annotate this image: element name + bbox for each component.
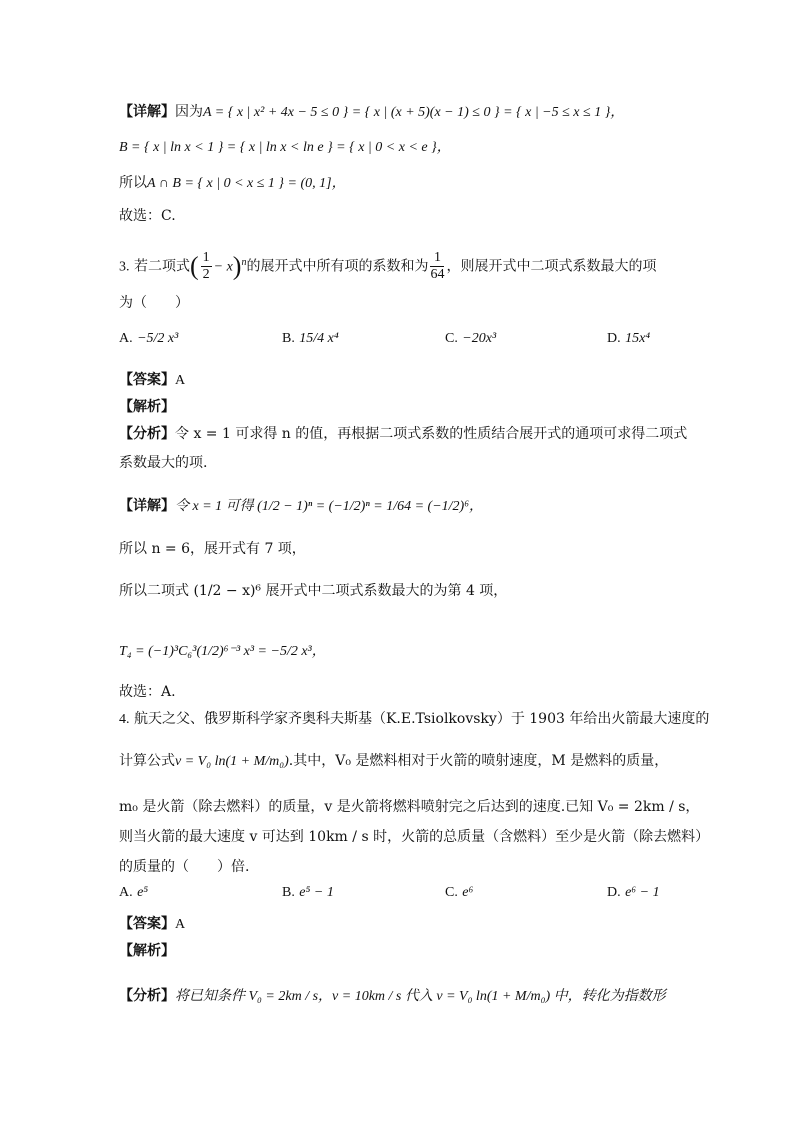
detail-tag: 【详解】 [119, 104, 175, 120]
q3-fenxi-line-2: 系数最大的项. [119, 455, 208, 471]
q3-answer: 【答案】A [119, 372, 186, 388]
q3-option-d[interactable]: D. 15x⁴ [607, 331, 651, 346]
q4-answer: 【答案】A [119, 916, 186, 932]
q4-stem-line-4: 则当火箭的最大速度 v 可达到 10km / s 时，火箭的总质量（含燃料）至少是火箭（除去燃料） [119, 829, 710, 845]
q4-option-d[interactable]: D. e⁶ − 1 [607, 885, 660, 900]
q3-option-a[interactable]: A. −5/2 x³ [119, 331, 179, 346]
q3-detail-line-1: 【详解】令 x = 1 可得 (1/2 − 1)ⁿ = (−1/2)ⁿ = 1/64 = (−1/2)⁶， [119, 498, 484, 514]
set-b-formula: B = { x | ln x < 1 } = { x | ln x < ln e } = { x | 0 < x < e }， [119, 140, 451, 155]
q3-stem-line-1: 3. 若二项式( $\frac{1}{2}$ − x)$^n$的展开式中所有项的系数和为 $\frac{1}{64}$ ，则展开式中二项式系数最大的项 [119, 250, 657, 283]
q4-fenxi-line-1: 【分析】将已知条件 V₀ = 2km / s，v = 10km / s 代入 v = V₀ ln(1 + M/m₀) 中，转化为指数形 [119, 988, 666, 1004]
q3-fenxi-line-1: 【分析】令 x = 1 可求得 n 的值，再根据二项式系数的性质结合展开式的通项可求得二项式 [119, 426, 688, 442]
set-a-formula: A = { x | x² + 4x − 5 ≤ 0 } = { x | (x + 5)(x − 1) ≤ 0 } = { x | −5 ≤ x ≤ 1 }， [203, 105, 625, 120]
choose-line: 故选：C. [119, 208, 176, 224]
q4-stem-line-5: 的质量的（ ）倍. [119, 859, 250, 875]
detail-line-1: 【详解】因为A = { x | x² + 4x − 5 ≤ 0 } = { x | (x + 5)(x − 1) ≤ 0 } = { x | −5 ≤ x ≤ 1 }， [119, 104, 625, 120]
detail-line-3: 所以A ∩ B = { x | 0 < x ≤ 1 } = (0, 1]， [119, 175, 346, 191]
q4-option-c[interactable]: C. e⁶ [445, 885, 474, 900]
q4-analysis-tag: 【解析】 [119, 943, 175, 959]
intersection-formula: A ∩ B = { x | 0 < x ≤ 1 } = (0, 1]， [147, 176, 346, 191]
q3-option-b[interactable]: B. 15/4 x⁴ [282, 331, 339, 346]
q4-number: 4. [119, 712, 130, 727]
q3-detail-line-3: 所以二项式 (1/2 − x)⁶ 展开式中二项式系数最大的为第 4 项， [119, 583, 508, 599]
q4-stem-line-2: 计算公式v = V₀ ln(1 + M/m₀).其中，V₀ 是燃料相对于火箭的喷射速度，M 是燃料的质量， [119, 753, 669, 769]
q4-stem-line-3: m₀ 是火箭（除去燃料）的质量，v 是火箭将燃料喷射完之后达到的速度.已知 V₀ = 2km / s， [119, 799, 700, 815]
detail-line-2 [119, 136, 714, 159]
q3-detail-line-4: T₄ = (−1)³C₆³(1/2)⁶⁻³ x³ = −5/2 x³， [119, 644, 326, 659]
rocket-formula: v = V₀ ln(1 + M/m₀) [175, 754, 289, 769]
q4-stem-line-1: 4. 航天之父、俄罗斯科学家齐奥科夫斯基（K.E.Tsiolkovsky）于 1903 年给出火箭最大速度的 [119, 711, 710, 727]
q3-option-c[interactable]: C. −20x³ [445, 331, 497, 346]
q4-option-a[interactable]: A. e⁵ [119, 885, 149, 900]
q3-detail-line-2: 所以 n = 6，展开式有 7 项， [119, 541, 306, 557]
q3-stem-line-2: 为（ ） [119, 295, 189, 311]
q3-analysis-tag: 【解析】 [119, 399, 175, 415]
q3-number: 3. [119, 259, 130, 275]
q4-option-b[interactable]: B. e⁵ − 1 [282, 885, 334, 900]
q3-choose: 故选：A. [119, 684, 176, 700]
